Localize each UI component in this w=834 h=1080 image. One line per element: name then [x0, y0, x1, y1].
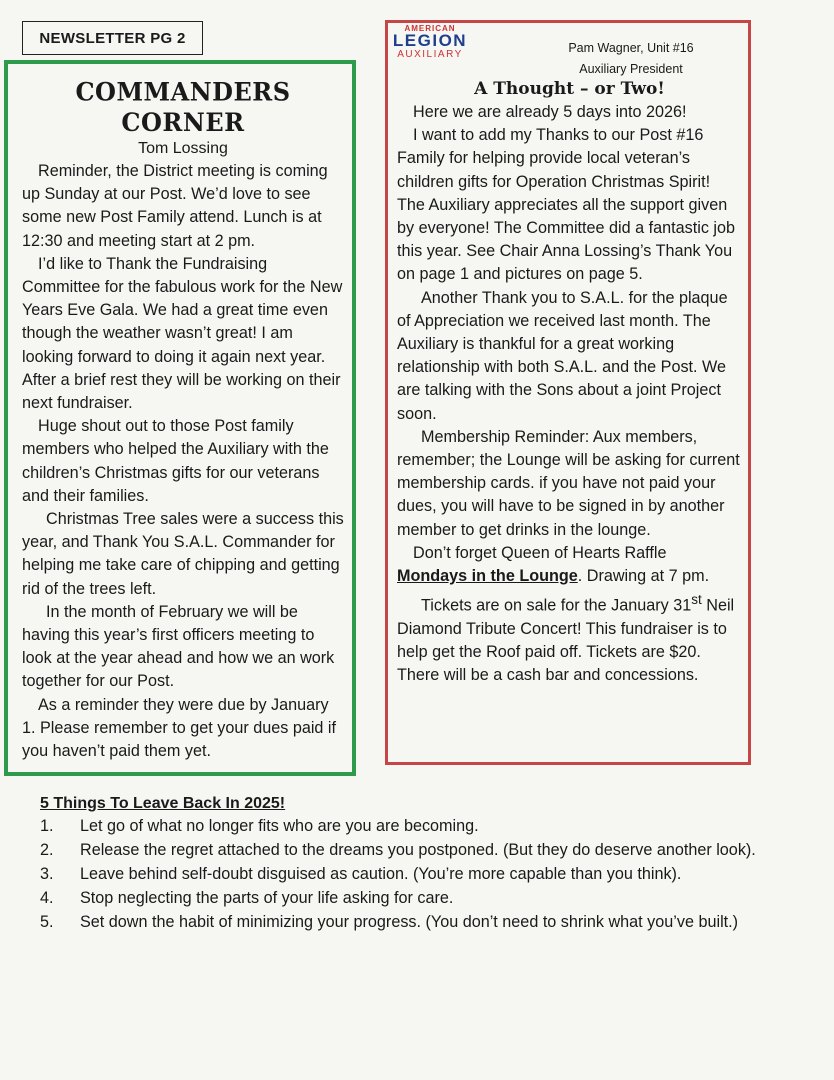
paragraph: As a reminder they were due by January 1. Please remember to get your dues paid if you haven’t paid them yet. [22, 695, 337, 761]
logo-line: AMERICAN [404, 24, 456, 33]
paragraph: Membership Reminder: Aux members, remember; the Lounge will be asking for current membership cards. if you have not paid your dues, you will have to be signed in by another member to get drinks in the lounge. [397, 427, 740, 539]
paragraph: Don’t forget Queen of Hearts Raffle [413, 543, 667, 562]
paragraph: I want to add my Thanks to our Post #16 Family for helping provide local veteran’s children gifts for Operation Christmas Spirit! The Auxiliary appreciates all the support given by everyone! The Committee did a fantastic job this year. See Chair Anna Lossing’s Thank You on page 1 and pictures on page 5. [397, 126, 736, 284]
commanders-corner-title: COMMANDERS CORNER [75, 76, 291, 138]
president-title: Auxiliary President [579, 62, 683, 76]
list-item [40, 911, 760, 934]
five-things-list [40, 815, 760, 934]
paragraph: Here we are already 5 days into 2026! [413, 103, 687, 121]
paragraph [397, 588, 742, 687]
page-label: NEWSLETTER PG 2 [22, 21, 203, 55]
list-number: 2. [40, 841, 54, 859]
paragraph: Another Thank you to S.A.L. for the plaque of Appreciation we received last month. The Auxiliary is thankful for a great working relationship with both S.A.L. and the Post. We are talking with the Sons about a joint Project soon. [397, 288, 728, 423]
list-number: 4. [40, 889, 54, 907]
list-text: Leave behind self-doubt disguised as caution. (You’re more capable than you think). [80, 865, 682, 883]
commander-article [22, 160, 344, 763]
commander-byline: Tom Lossing [138, 140, 228, 157]
president-article-title: A Thought – or Two! [474, 79, 665, 99]
commanders-corner-box [4, 60, 356, 776]
tickets-text: Neil Diamond Tribute Concert! This fundraiser is to help get the Roof paid off. Tickets are $20. There will be a cash bar and concessions. [397, 596, 735, 685]
american-legion-auxiliary-logo [388, 23, 472, 67]
paragraph: Huge shout out to those Post family members who helped the Auxiliary with the children’s Christmas gifts for our veterans and their families. [22, 417, 329, 505]
logo-line: LEGION [392, 31, 468, 50]
logo-line: AUXILIARY [397, 49, 463, 60]
paragraph: I’d like to Thank the Fundraising Committee for the fabulous work for the New Years Eve Gala. We had a great time even though the weather wasn’t great! I am looking forward to doing it again next year. After a brief rest they will be working on their next fundraiser. [22, 254, 343, 413]
list-text: Stop neglecting the parts of your life asking for care. [80, 889, 454, 907]
list-item [40, 815, 760, 838]
five-things-section [40, 795, 760, 935]
list-text: Let go of what no longer fits who are you are becoming. [80, 817, 479, 835]
five-things-title: 5 Things To Leave Back In 2025! [40, 795, 286, 812]
tickets-text: Tickets are on sale for the January 31 [421, 596, 692, 615]
paragraph: Christmas Tree sales were a success this year, and Thank You S.A.L. Commander for helping me take care of chipping and getting rid of the trees left. [22, 510, 344, 598]
list-number: 5. [40, 913, 54, 931]
raffle-detail: . Drawing at 7 pm. [577, 567, 710, 586]
paragraph: In the month of February we will be having this year’s first officers meeting to look at the year ahead and how we an work together for our Post. [22, 602, 335, 691]
president-box [385, 20, 751, 765]
list-item [40, 887, 760, 910]
paragraph [397, 565, 742, 588]
list-item [40, 863, 760, 886]
president-article [397, 101, 742, 687]
president-name: Pam Wagner, Unit #16 [568, 41, 694, 55]
list-item [40, 839, 760, 862]
list-text: Set down the habit of minimizing your progress. (You don’t need to shrink what you’ve built.) [80, 913, 739, 931]
paragraph: Reminder, the District meeting is coming up Sunday at our Post. We’d love to see some new Post Family attend. Lunch is at 12:30 and meeting start at 2 pm. [22, 162, 328, 250]
raffle-day: Mondays in the Lounge [397, 567, 578, 586]
list-number: 3. [40, 865, 54, 883]
president-info [546, 38, 716, 80]
list-number: 1. [40, 817, 54, 835]
tickets-superscript: st [691, 592, 702, 608]
list-text: Release the regret attached to the dreams you postponed. (But they do deserve another look). [80, 841, 756, 859]
